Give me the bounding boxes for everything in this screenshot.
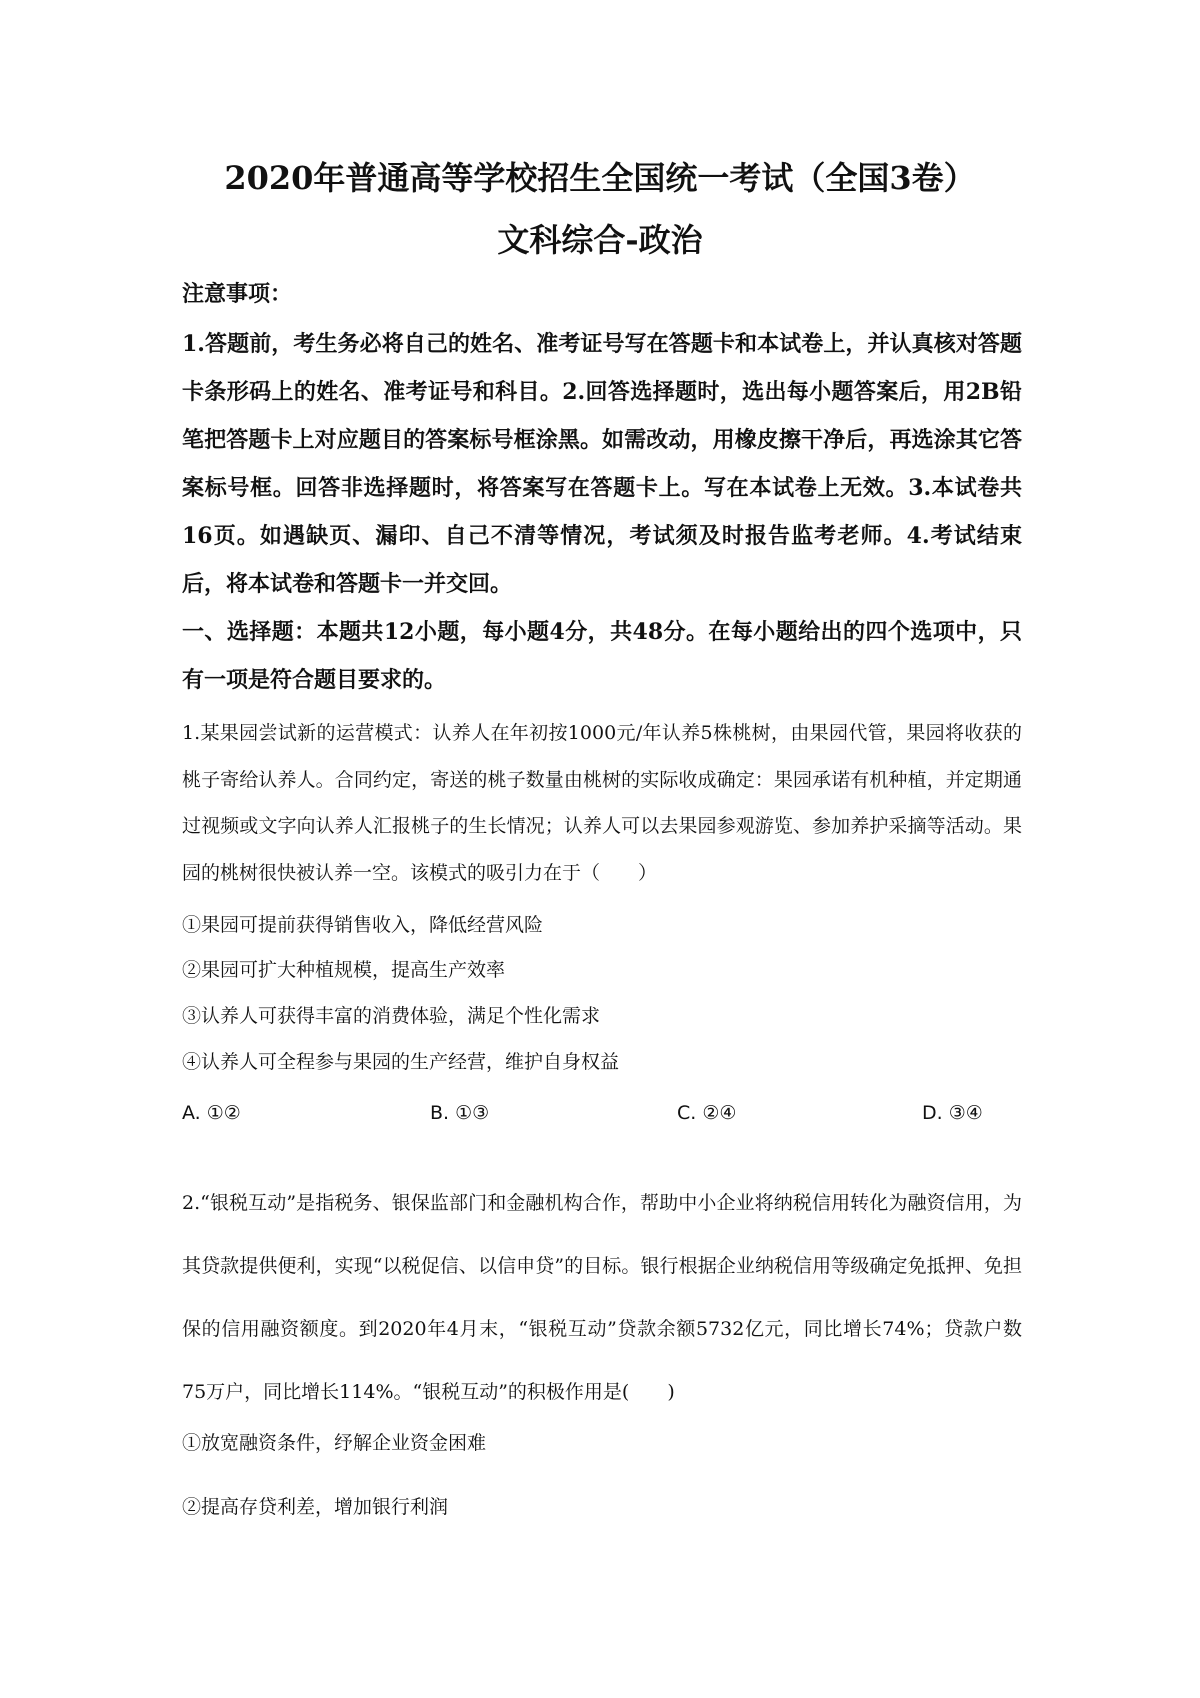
question-2-option-1: ①放宽融资条件，纾解企业资金困难 xyxy=(182,1432,487,1454)
notice-body: 1.答题前，考生务必将自己的姓名、准考证号写在答题卡和本试卷上，并认真核对答题卡条形码上的姓名、准考证号和科目。2.回答选择题时，选出每小题答案后，用2B铅笔把答题卡上对应题目的答案标号框涂黑。如需改动，用橡皮擦干净后，再选涂其它答案标号框。回答非选择题时，将答案写在答题卡上。写在本试卷上无效。3.本试卷共16页。如遇缺页、漏印、自己不清等情况，考试须及时报告监考老师。4.考试结束后，将本试卷和答题卡一并交回。 xyxy=(182,331,1022,597)
question-1-choice-d: D. ③④ xyxy=(922,1102,983,1124)
question-1-option-3: ③认养人可获得丰富的消费体验，满足个性化需求 xyxy=(182,1005,601,1027)
question-1-choice-b: B. ①③ xyxy=(430,1102,490,1124)
section-heading: 一、选择题：本题共12小题，每小题4分，共48分。在每小题给出的四个选项中，只有一项是符合题目要求的。 xyxy=(182,619,1022,693)
page-subtitle: 文科综合-政治 xyxy=(497,221,703,259)
notice-heading: 注意事项： xyxy=(182,281,293,307)
question-1-option-4: ④认养人可全程参与果园的生产经营，维护自身权益 xyxy=(182,1051,620,1073)
page-title: 2020年普通高等学校招生全国统一考试（全国3卷） xyxy=(224,159,976,197)
question-1-stem: 1.某果园尝试新的运营模式：认养人在年初按1000元/年认养5株桃树，由果园代管，果园将收获的桃子寄给认养人。合同约定，寄送的桃子数量由桃树的实际收成确定：果园承诺有机种植，并定期通过视频或文字向认养人汇报桃子的生长情况；认养人可以去果园参观游览、参加养护采摘等活动。果园的桃树很快被认养一空。该模式的吸引力在于（ ） xyxy=(182,722,1022,884)
question-2-stem: 2.“银税互动”是指税务、银保监部门和金融机构合作，帮助中小企业将纳税信用转化为融资信用，为其贷款提供便利，实现“以税促信、以信申贷”的目标。银行根据企业纳税信用等级确定免抵押、免担保的信用融资额度。到2020年4月末，“银税互动”贷款余额5732亿元，同比增长74%；贷款户数75万户，同比增长114%。“银税互动”的积极作用是( ) xyxy=(182,1192,1022,1403)
question-1-choices xyxy=(182,1102,1022,1134)
question-1-option-2: ②果园可扩大种植规模，提高生产效率 xyxy=(182,959,506,981)
question-1-choice-a: A. ①② xyxy=(182,1102,241,1124)
question-2-option-2: ②提高存贷利差，增加银行利润 xyxy=(182,1496,449,1518)
question-1-choice-c: C. ②④ xyxy=(677,1102,737,1124)
question-1-option-1: ①果园可提前获得销售收入，降低经营风险 xyxy=(182,914,544,936)
